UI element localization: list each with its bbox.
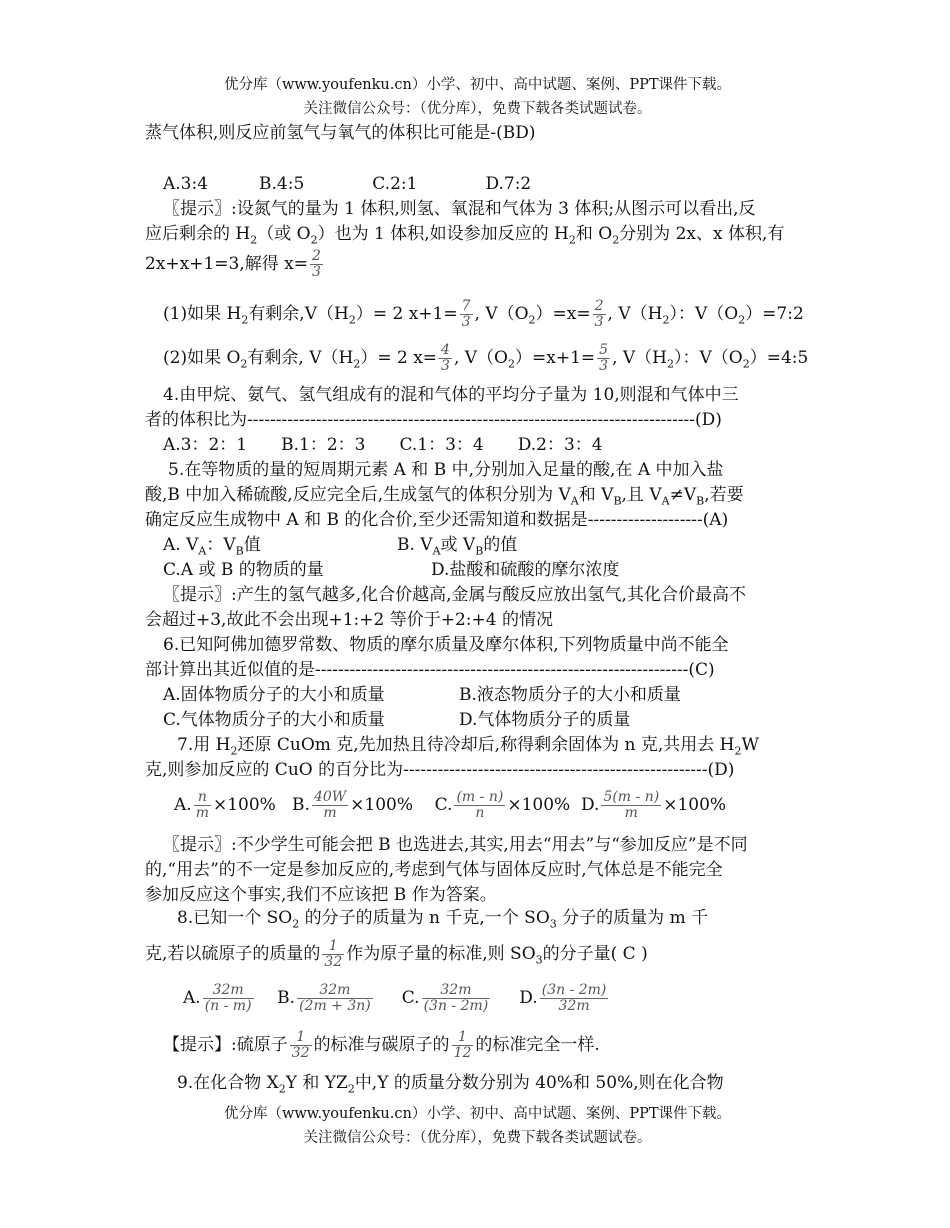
footer-line-1: 优分库（www.youfenku.cn）小学、初中、高中试题、案例、PPT课件下载。 <box>223 1106 732 1122</box>
fraction-7-3: $\frac{7}{3}$ <box>461 298 471 330</box>
q6-line-1: 6.已知阿佛加德罗常数、物质的摩尔质量及摩尔体积,下列物质量中尚不能全 <box>163 635 729 655</box>
q4-line-1: 4.由甲烷、氨气、氢气组成有的混和气体的平均分子量为 10,则混和气体中三 <box>163 385 739 405</box>
q5-line-3: 确定反应生成物中 A 和 B 的化合价,至少还需知道和数据是--------------------(A) <box>145 510 729 530</box>
footer-line-2: 关注微信公众号：（优分库），免费下载各类试题试卷。 <box>303 1130 652 1146</box>
q8-hint: 【提示】:硫原子 $\frac{1}{32}$ 的标准与碳原子的 $\frac{1}{12}$ 的标准完全一样. <box>163 1029 600 1061</box>
q7-hint-3: 参加反应这个事实,我们不应该把 B 作为答案。 <box>145 885 497 905</box>
q5-line-2: 酸,B 中加入稀硫酸,反应完全后,生成氢气的体积分别为 $V_A$和 $V_B$,且 $V_A\ne V_B$,若要 <box>145 485 744 508</box>
fraction-1-12: $\frac{1}{12}$ <box>453 1029 472 1061</box>
q3-continuation: 蒸气体积,则反应前氢气与氧气的体积比可能是-(BD) <box>145 123 536 143</box>
q8-option-a-fraction: $\frac{32m}{(n - m)}$ <box>204 982 252 1014</box>
q8-options: A. $\frac{32m}{(n - m)}$ B. $\frac{32m}{(2m + 3n)}$ C. $\frac{32m}{(3n - 2m)}$ D. $\frac{(3n - 2m)}{32m}$ <box>183 982 607 1014</box>
q3-case-2: (2)如果 $O_2$有剩余, $V(H_2)= 2$ x= $\frac{4}{3}$ , $V(O_2)=x+1=$ $\frac{5}{3}$ , $V(H_2)$：$V(O_2)=4:5$ <box>163 342 809 374</box>
q7-line-1: 7.用 $H_2$还原 CuOm 克,先加热且待冷却后,称得剩余固体为 n 克,共用去 $H_2W$ <box>177 735 759 758</box>
q7-hint-2: 的,“用去”的不一定是参加反应的,考虑到气体与固体反应时,气体总是不能完全 <box>145 860 723 880</box>
q5-option-b: B. $V_A$或 $V_B$的值 <box>397 535 518 558</box>
q5-hint-1: 〖提示〗:产生的氢气越多,化合价越高,金属与酸反应放出氢气,其化合价最高不 <box>163 585 746 605</box>
q6-option-a: A.固体物质分子的大小和质量 <box>163 685 385 705</box>
header-line-1: 优分库（www.youfenku.cn）小学、初中、高中试题、案例、PPT课件下载。 <box>223 77 732 93</box>
q6-option-c: C.气体物质分子的大小和质量 <box>163 710 385 730</box>
q3-hint-2: 应后剩余的 $H_2$（或 $O_2$）也为 1 体积,如设参加反应的 $H_2$和 $O_2$分别为 2x、x 体积,有 <box>145 224 785 247</box>
fraction-1-32: $\frac{1}{32}$ <box>291 1029 310 1061</box>
q9-line-1: 9.在化合物 $X_2Y$ 和 $YZ_2$中,Y 的质量分数分别为 40%和 50%,则在化合物 <box>177 1073 724 1096</box>
q7-option-b-fraction: $\frac{40W}{m}$ <box>313 789 347 821</box>
q5-option-c: C.A 或 B 的物质的量 <box>163 560 324 580</box>
q6-option-d: D.气体物质分子的质量 <box>459 710 631 730</box>
q8-option-c-fraction: $\frac{32m}{(3n - 2m)}$ <box>423 982 489 1014</box>
q8-line-2: 克,若以硫原子的质量的 $\frac{1}{32}$ 作为原子量的标准,则 $SO_3$的分子量( C ) <box>145 938 648 970</box>
q8-line-1: 8.已知一个 $SO_2$ 的分子的质量为 n 千克,一个 $SO_3$ 分子的质量为 m 千 <box>177 908 709 931</box>
q5-hint-2: 会超过+3,故此不会出现+1:+2 等价于+2:+4 的情况 <box>145 610 553 630</box>
q7-line-2: 克,则参加反应的 CuO 的百分比为-----------------------------------------------------(D) <box>145 760 735 780</box>
fraction-2-3: $\frac{2}{3}$ <box>594 298 604 330</box>
q3-options: A.3:4 B.4:5 C.2:1 D.7:2 <box>163 174 532 194</box>
q8-option-d-fraction: $\frac{(3n - 2m)}{32m}$ <box>541 982 607 1014</box>
q6-line-2: 部计算出其近似值的是-----------------------------------------------------------------(C) <box>145 660 715 680</box>
q4-line-2: 者的体积比为------------------------------------------------------------------------------(D) <box>145 410 722 430</box>
q7-option-c-fraction: $\frac{(m - n)}{n}$ <box>456 789 504 821</box>
q3-case-1: (1)如果 $H_2$有剩余$,V(H_2)= 2$ x+1= $\frac{7}{3}$ , $V(O_2)=x=$ $\frac{2}{3}$ , $V(H_2)$：$V(O_2)=7:2$ <box>163 298 804 330</box>
header-line-2: 关注微信公众号：（优分库），免费下载各类试题试卷。 <box>303 101 652 117</box>
q7-options: A. $\frac{n}{m}$ ×100% B. $\frac{40W}{m}$ ×100% C. $\frac{(m - n)}{n}$ ×100% D. $\frac{5(m - n)}{m}$ ×100% <box>174 789 727 821</box>
q7-hint-1: 〖提示〗:不少学生可能会把 B 也选进去,其实,用去“用去”与“参加反应”是不同 <box>163 835 748 855</box>
q8-option-b-fraction: $\frac{32m}{(2m + 3n)}$ <box>299 982 371 1014</box>
q3-hint-3: 2x+x+1=3,解得 x= $\frac{2}{3}$ <box>145 248 321 280</box>
fraction-2-3: $\frac{2}{3}$ <box>312 248 321 280</box>
q3-hint-1: 〖提示〗:设氮气的量为 1 体积,则氢、氧混和气体为 3 体积;从图示可以看出,反 <box>163 199 756 219</box>
q7-option-d-fraction: $\frac{5(m - n)}{m}$ <box>603 789 660 821</box>
q5-line-1: 5.在等物质的量的短周期元素 A 和 B 中,分别加入足量的酸,在 A 中加入盐 <box>168 460 724 480</box>
fraction-4-3: $\frac{4}{3}$ <box>441 342 450 374</box>
q7-option-a-fraction: $\frac{n}{m}$ <box>195 789 209 821</box>
fraction-5-3: $\frac{5}{3}$ <box>599 342 609 374</box>
fraction-1-32: $\frac{1}{32}$ <box>324 938 343 970</box>
q5-option-d: D.盐酸和硫酸的摩尔浓度 <box>431 560 620 580</box>
q6-option-b: B.液态物质分子的大小和质量 <box>459 685 681 705</box>
q5-option-a: A. $V_A$：$V_B$值 <box>163 535 261 558</box>
q4-options: A.3：2：1 B.1：2：3 C.1：3：4 D.2：3：4 <box>163 435 603 455</box>
